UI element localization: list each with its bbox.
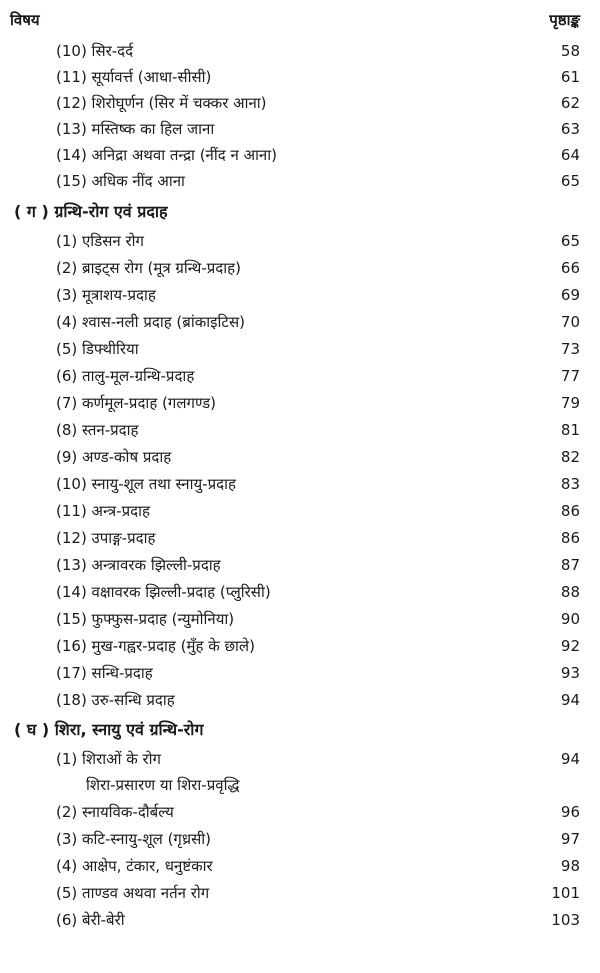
toc-row [0, 853, 600, 879]
toc-entry-label: (2) ब्राइट्स रोग (मूत्र ग्रन्थि-प्रदाह) [56, 259, 241, 277]
toc-row [0, 606, 600, 632]
toc-entry-label: (14) वक्षावरक झिल्ली-प्रदाह (प्लुरिसी) [56, 583, 271, 601]
toc-row [0, 633, 600, 659]
toc-entry-label: (3) कटि-स्नायु-शूल (गृध्रसी) [56, 830, 211, 848]
toc-entry-label: (1) शिराओं के रोग [56, 750, 161, 768]
toc-entry-page: 97 [560, 830, 580, 848]
toc-entry-page: 81 [560, 421, 580, 439]
toc-entry-label: (5) ताण्डव अथवा नर्तन रोग [56, 884, 210, 902]
section-heading-text: ( ग ) ग्रन्थि-रोग एवं प्रदाह [14, 202, 168, 221]
toc-entry-label: (11) अन्त्र-प्रदाह [56, 502, 150, 520]
toc-entry-page: 69 [560, 286, 580, 304]
toc-entry-page: 65 [560, 172, 580, 190]
toc-row [0, 826, 600, 852]
toc-entry-page: 73 [560, 340, 580, 358]
toc-entry-label: (2) स्नायविक-दौर्बल्य [56, 803, 174, 821]
toc-row [0, 471, 600, 497]
toc-entry-page: 58 [560, 42, 580, 60]
toc-entry-label: (10) सिर-दर्द [56, 42, 134, 60]
toc-entry-page: 77 [560, 367, 580, 385]
section-heading-text: ( घ ) शिरा, स्नायु एवं ग्रन्थि-रोग [14, 720, 204, 739]
toc-entry-page: 88 [560, 583, 580, 601]
toc-entry-page: 63 [560, 120, 580, 138]
toc-row [0, 255, 600, 281]
toc-entry-page: 87 [560, 556, 580, 574]
toc-entry-page: 64 [560, 146, 580, 164]
toc-row [0, 444, 600, 470]
toc-row [0, 687, 600, 713]
toc-row [0, 907, 600, 933]
toc-entry-page: 98 [560, 857, 580, 875]
header-page-label: पृष्ठाङ्क [549, 11, 580, 29]
toc-row [0, 64, 600, 90]
toc-entry-page: 61 [560, 68, 580, 86]
toc-row [0, 282, 600, 308]
toc-entry-label: (12) उपाङ्ग-प्रदाह [56, 529, 156, 547]
toc-entry-page: 94 [560, 691, 580, 709]
toc-entry-label: (18) उरु-सन्धि प्रदाह [56, 691, 175, 709]
toc-row [0, 579, 600, 605]
toc-entry-page: 86 [560, 529, 580, 547]
toc-entry-label: (13) अन्त्रावरक झिल्ली-प्रदाह [56, 556, 221, 574]
toc-entry-page: 101 [551, 884, 580, 902]
toc-entry-label: (15) अधिक नींद आना [56, 172, 185, 190]
toc-entry-label: (6) तालु-मूल-ग्रन्थि-प्रदाह [56, 367, 195, 385]
toc-row [0, 116, 600, 142]
toc-entry-label: (4) आक्षेप, टंकार, धनुष्टंकार [56, 857, 213, 875]
toc-entry-page: 83 [560, 475, 580, 493]
toc-row [0, 336, 600, 362]
toc-entry-page: 93 [560, 664, 580, 682]
toc-entry-label: (11) सूर्यावर्त्त (आधा-सीसी) [56, 68, 212, 86]
toc-entry-label: (15) फुफ्फुस-प्रदाह (न्युमोनिया) [56, 610, 235, 628]
toc-entry-label: (9) अण्ड-कोष प्रदाह [56, 448, 172, 466]
toc-row [0, 390, 600, 416]
toc-row [0, 746, 600, 772]
toc-row [0, 142, 600, 168]
toc-entry-label: (13) मस्तिष्क का हिल जाना [56, 120, 215, 138]
toc-entry-label: (7) कर्णमूल-प्रदाह (गलगण्ड) [56, 394, 216, 412]
toc-entry-label: (16) मुख-गह्वर-प्रदाह (मुँह के छाले) [56, 637, 255, 655]
toc-entry-page: 86 [560, 502, 580, 520]
toc-entry-label: (4) श्वास-नली प्रदाह (ब्रांकाइटिस) [56, 313, 245, 331]
toc-entry-page: 82 [560, 448, 580, 466]
toc-entry-label: (10) स्नायु-शूल तथा स्नायु-प्रदाह [56, 475, 236, 493]
toc-header [0, 8, 600, 36]
toc-subrow [0, 772, 600, 798]
toc-entry-page: 103 [551, 911, 580, 929]
toc-row [0, 168, 600, 194]
toc-entry-label: (12) शिरोघूर्णन (सिर में चक्कर आना) [56, 94, 267, 112]
toc-entry-label: (5) डिफ्थीरिया [56, 340, 139, 358]
toc-entry-page: 94 [560, 750, 580, 768]
toc-entry-page: 92 [560, 637, 580, 655]
toc-sub-entry-label: शिरा-प्रसारण या शिरा-प्रवृद्धि [86, 776, 240, 794]
toc-row [0, 525, 600, 551]
section-heading [0, 716, 600, 744]
toc-entry-label: (14) अनिद्रा अथवा तन्द्रा (नींद न आना) [56, 146, 277, 164]
toc-entry-label: (8) स्तन-प्रदाह [56, 421, 139, 439]
toc-row [0, 660, 600, 686]
toc-entry-page: 65 [560, 232, 580, 250]
toc-entry-label: (6) बेरी-बेरी [56, 911, 125, 929]
toc-row [0, 880, 600, 906]
toc-entry-page: 79 [560, 394, 580, 412]
toc-row [0, 498, 600, 524]
toc-row [0, 363, 600, 389]
toc-row [0, 417, 600, 443]
toc-row [0, 309, 600, 335]
section-heading [0, 198, 600, 226]
toc-row [0, 38, 600, 64]
header-subject-label: विषय [10, 11, 40, 29]
toc-entry-label: (3) मूत्राशय-प्रदाह [56, 286, 156, 304]
toc-entry-page: 70 [560, 313, 580, 331]
toc-entry-page: 66 [560, 259, 580, 277]
toc-entry-label: (1) एडिसन रोग [56, 232, 144, 250]
toc-row [0, 228, 600, 254]
toc-entry-page: 96 [560, 803, 580, 821]
toc-row [0, 799, 600, 825]
toc-entry-page: 90 [560, 610, 580, 628]
toc-row [0, 552, 600, 578]
toc-entry-label: (17) सन्धि-प्रदाह [56, 664, 153, 682]
toc-row [0, 90, 600, 116]
toc-entry-page: 62 [560, 94, 580, 112]
